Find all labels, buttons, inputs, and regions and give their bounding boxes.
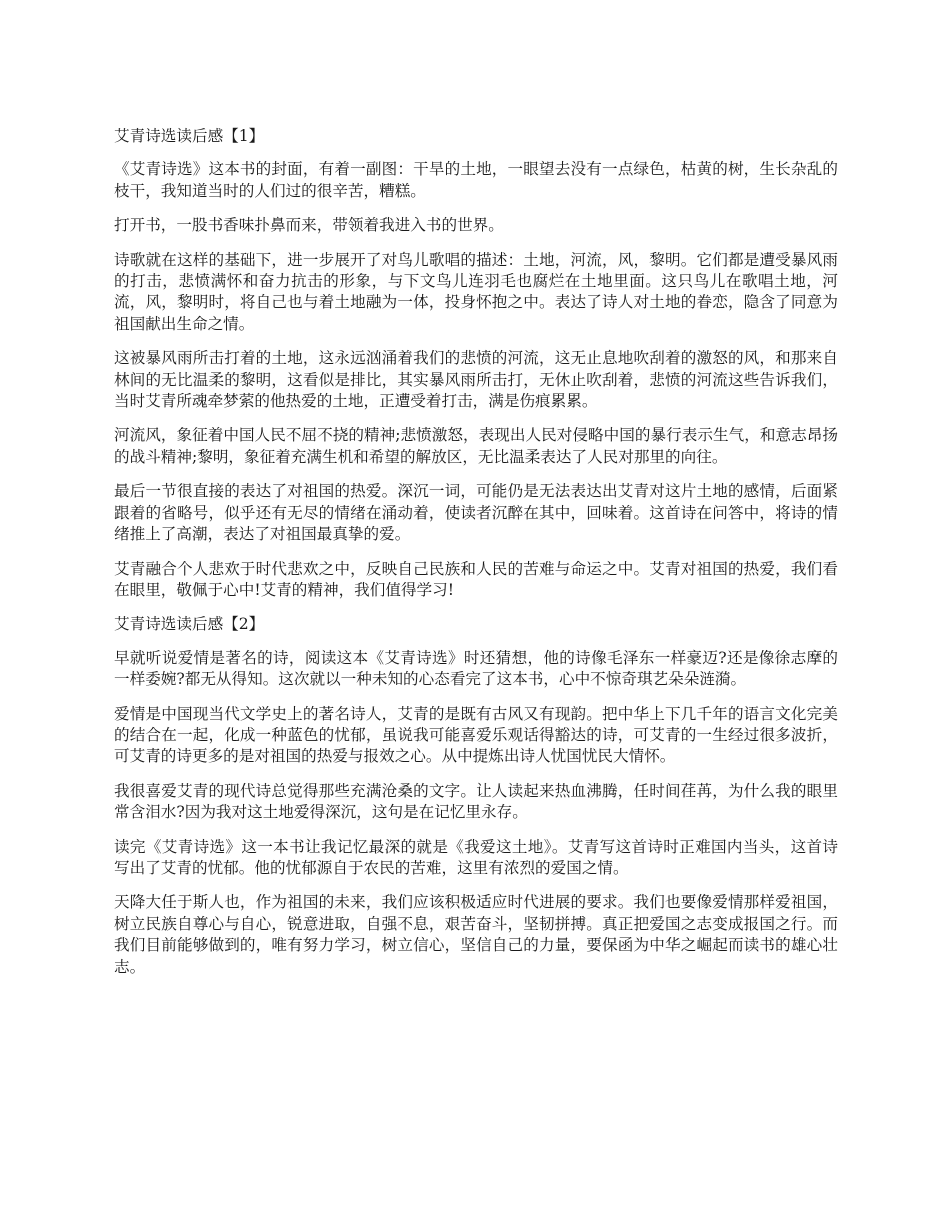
section-1 (114, 126, 838, 601)
paragraph: 打开书，一股书香味扑鼻而来，带领着我进入书的世界。 (114, 216, 504, 235)
paragraph: 艾青融合个人悲欢于时代悲欢之中，反映自己民族和人民的苦难与命运之中。艾青对祖国的热爱，我们看在眼里，敬佩于心中!艾青的精神，我们值得学习! (114, 559, 838, 599)
paragraph: 河流风，象征着中国人民不屈不挠的精神;悲愤激怒，表现出人民对侵略中国的暴行表示生气，和意志昂扬的战斗精神;黎明，象征着充满生机和希望的解放区，无比温柔表达了人民对那里的向往。 (114, 426, 838, 466)
paragraph: 诗歌就在这样的基础下，进一步展开了对鸟儿歌唱的描述：土地，河流，风，黎明。它们都是遭受暴风雨的打击，悲愤满怀和奋力抗击的形象，与下文鸟儿连羽毛也腐烂在土地里面。这只鸟儿在歌唱土地，河流，风，黎明时，将自己也与着土地融为一体，投身怀抱之中。表达了诗人对土地的眷恋，隐含了同意为祖国献出生命之情。 (114, 250, 838, 333)
paragraph: 我很喜爱艾青的现代诗总觉得那些充满沧桑的文字。让人读起来热血沸腾，任时间荏苒，为什么我的眼里常含泪水?因为我对这土地爱得深沉，这句是在记忆里永存。 (114, 781, 838, 822)
paragraph: 最后一节很直接的表达了对祖国的热爱。深沉一词，可能仍是无法表达出艾青对这片土地的感情，后面紧跟着的省略号，似乎还有无尽的情绪在涌动着，使读者沉醉在其中，回味着。这首诗在问答中，将诗的情绪推上了高潮，表达了对祖国最真挚的爱。 (114, 482, 838, 544)
paragraph: 爱情是中国现当代文学史上的著名诗人，艾青的是既有古风又有现韵。把中华上下几千年的语言文化完美的结合在一起，化成一种蓝色的忧郁，虽说我可能喜爱乐观话得豁达的诗，可艾青的一生经过很多波折，可艾青的诗更多的是对祖国的热爱与报效之心。从中提炼出诗人忧国忧民大情怀。 (114, 704, 838, 766)
section-heading: 艾青诗选读后感【2】 (114, 615, 265, 634)
section-2 (114, 614, 838, 978)
paragraph: 《艾青诗选》这本书的封面，有着一副图：干旱的土地，一眼望去没有一点绿色，枯黄的树，生长杂乱的枝干，我知道当时的人们过的很辛苦，糟糕。 (114, 160, 838, 200)
paragraph: 读完《艾青诗选》这一本书让我记忆最深的就是《我爱这土地》。艾青写这首诗时正难国内当头，这首诗写出了艾青的忧郁。他的忧郁源自于农民的苦难，这里有浓烈的爱国之情。 (114, 837, 838, 877)
section-heading: 艾青诗选读后感【1】 (114, 127, 265, 145)
paragraph: 天降大任于斯人也，作为祖国的未来，我们应该积极适应时代进展的要求。我们也要像爱情那样爱祖国，树立民族自尊心与自心，锐意进取，自强不息，艰苦奋斗，坚韧拼搏。真正把爱国之志变成报国之行。而我们目前能够做到的，唯有努力学习，树立信心，坚信自己的力量，要保函为中华之崛起而读书的雄心壮志。 (114, 893, 838, 976)
document-body (114, 126, 838, 991)
paragraph: 这被暴风雨所击打着的土地，这永远汹涌着我们的悲愤的河流，这无止息地吹刮着的激怒的风，和那来自林间的无比温柔的黎明，这看似是排比，其实暴风雨所击打，无休止吹刮着，悲愤的河流这些告诉我们，当时艾青所魂牵梦萦的他热爱的土地，正遭受着打击，满是伤痕累累。 (114, 349, 838, 411)
paragraph: 早就听说爱情是著名的诗，阅读这本《艾青诗选》时还猜想，他的诗像毛泽东一样豪迈?还是像徐志摩的一样委婉?都无从得知。这次就以一种未知的心态看完了这本书，心中不惊奇琪艺朵朵涟漪。 (114, 648, 838, 689)
